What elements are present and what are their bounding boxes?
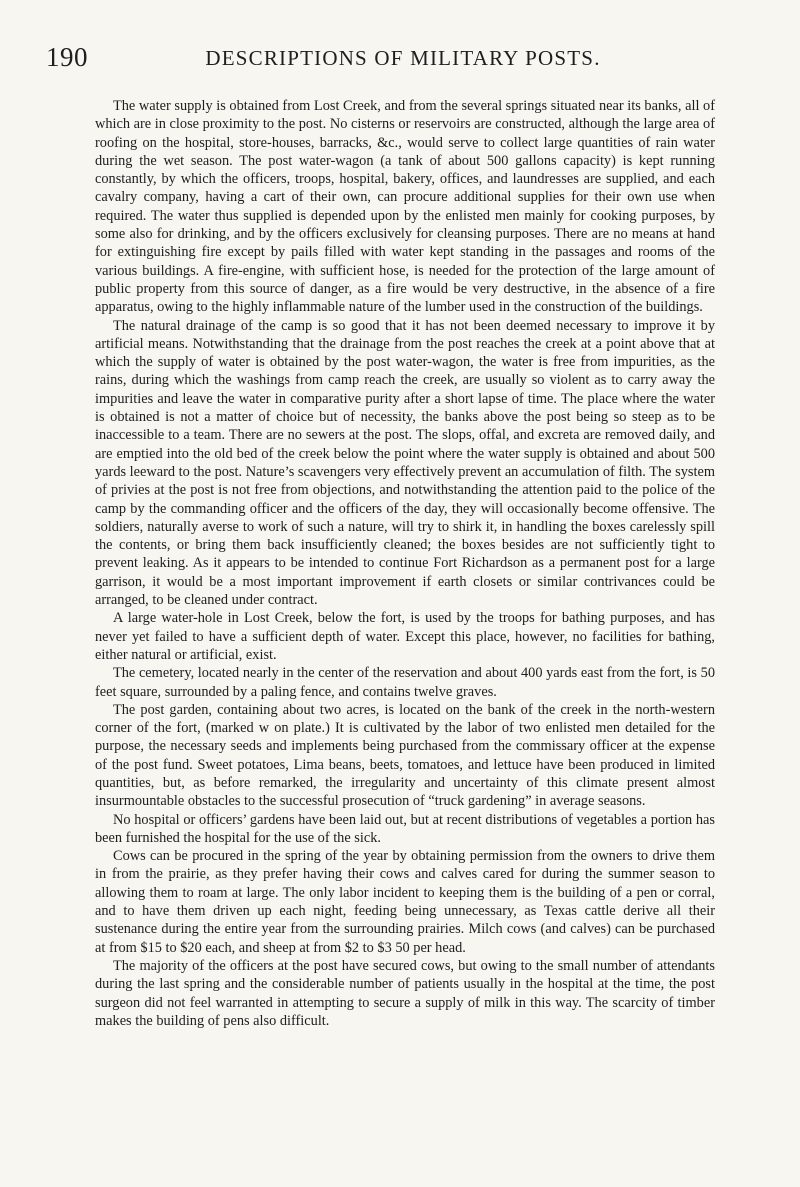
- page-number: 190: [46, 42, 88, 72]
- body-text: [95, 97, 715, 1030]
- paragraph-hospital-gardens: No hospital or officers’ gardens have been laid out, but at recent distributions of vegetables a portion has been furnished the hospital for the use of the sick.: [95, 811, 715, 846]
- paragraph-cows: Cows can be procured in the spring of the year by obtaining permission from the owners to drive them in from the prairie, as they prefer having their cows and calves cared for during the summer season to allowing them to roam at large. The only labor incident to keeping them is the building of a pen or corral, and to have them driven up each night, feeding being unnecessary, as Texas cattle derive all their sustenance during the entire year from the surrounding prairies. Milch cows (and calves) can be purchased at from $15 to $20 each, and sheep at from $2 to $3 50 per head.: [95, 848, 715, 956]
- paragraph-water-supply: The water supply is obtained from Lost Creek, and from the several springs situated near its banks, all of which are in close proximity to the post. No cisterns or reservoirs are constructed, although the large area of roofing on the hospital, store-houses, barracks, &c., would serve to collect large quantities of rain water during the wet season. The post water-wagon (a tank of about 500 gallons capacity) is kept running constantly, by which the officers, troops, hospital, bakery, offices, and laundresses are supplied, and each cavalry company, having a cart of their own, can procure additional supplies for their own use when required. The water thus supplied is depended upon by the enlisted men mainly for cooking purposes, by some also for drinking, and by the officers exclusively for cleansing purposes. There are no means at hand for extinguishing fire except by pails filled with water kept standing in the passages and rooms of the various buildings. A fire-engine, with sufficient hose, is needed for the protection of the large amount of public property from this source of danger, as a fire would be very destructive, in the absence of a fire apparatus, owing to the highly inflammable nature of the lumber used in the construction of the buildings.: [95, 98, 715, 316]
- paragraph-cemetery: The cemetery, located nearly in the center of the reservation and about 400 yards east from the fort, is 50 feet square, surrounded by a paling fence, and contains twelve graves.: [95, 665, 715, 700]
- page-header: [46, 42, 760, 72]
- paragraph-drainage: The natural drainage of the camp is so good that it has not been deemed necessary to improve it by artificial means. Notwithstanding that the drainage from the post reaches the creek at a point above that at which the supply of water is obtained by the post water-wagon, the water is free from impurities, as the rains, during which the washings from camp reach the creek, are usually so violent as to carry away the impurities and leave the water in comparative purity after a short lapse of time. The place where the water is obtained is not a matter of choice but of necessity, the banks above the post being so steep as to be inaccessible to a team. There are no sewers at the post. The slops, offal, and excreta are removed daily, and are emptied into the old bed of the creek below the point where the water supply is obtained and about 500 yards leeward to the post. Nature’s scavengers very effectively prevent an accumulation of filth. The system of privies at the post is not free from objections, and notwithstanding the attention paid to the police of the camp by the commanding officer and the officers of the day, they will occasionally become offensive. The soldiers, naturally averse to work of such a nature, will try to shirk it, in handling the boxes carelessly spill the contents, or bring them back insufficiently cleaned; the boxes besides are not sufficiently tight to prevent leaking. As it appears to be intended to continue Fort Richardson as a permanent post for a large garrison, it would be a most important improvement if earth closets or similar contrivances could be arranged, to be cleaned under contract.: [95, 317, 715, 609]
- paragraph-post-garden: The post garden, containing about two acres, is located on the bank of the creek in the north-western corner of the fort, (marked w on plate.) It is cultivated by the labor of two enlisted men detailed for the purpose, the necessary seeds and implements being purchased from the commissary officer at the expense of the post fund. Sweet potatoes, Lima beans, beets, tomatoes, and lettuce have been produced in limited quantities, but, as before remarked, the irregularity and uncertainty of this climate present almost insurmountable obstacles to the successful prosecution of “truck gardening” in average seasons.: [95, 701, 715, 810]
- paragraph-milk-supply: The majority of the officers at the post have secured cows, but owing to the small number of attendants during the last spring and the considerable number of patients usually in the hospital at the time, the post surgeon did not feel warranted in attempting to secure a supply of milk in this way. The scarcity of timber makes the building of pens also difficult.: [95, 957, 715, 1029]
- paragraph-bathing: A large water-hole in Lost Creek, below the fort, is used by the troops for bathing purposes, and has never yet failed to have a sufficient depth of water. Except this place, however, no facilities for bathing, either natural or artificial, exist.: [95, 610, 715, 663]
- running-title: DESCRIPTIONS OF MILITARY POSTS.: [205, 46, 601, 70]
